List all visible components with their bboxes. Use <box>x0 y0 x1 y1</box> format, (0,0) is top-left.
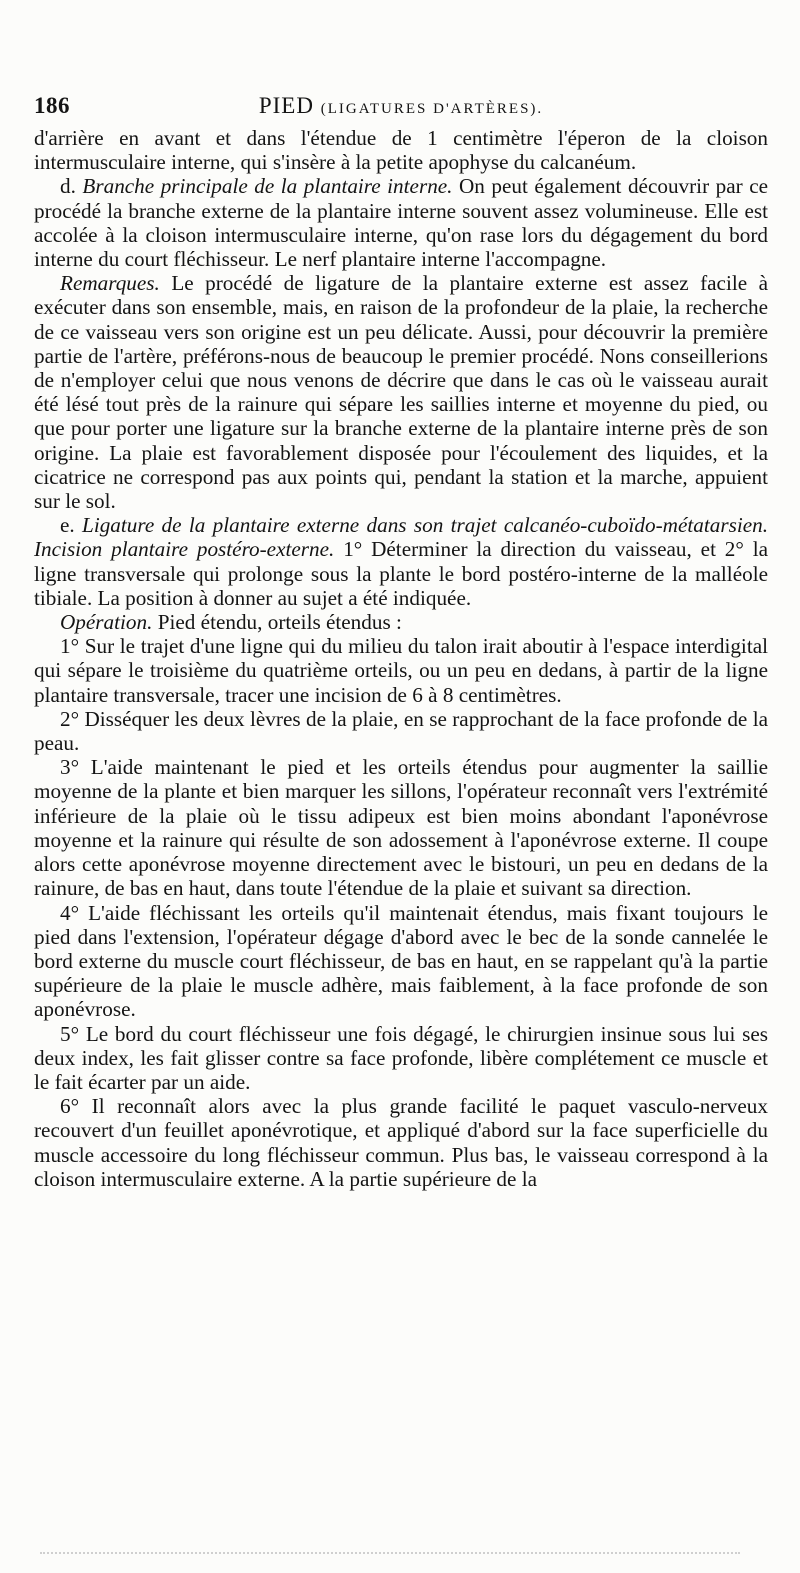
paragraph-branche-principale <box>34 174 768 271</box>
section-text-ligature-externe: 1° Déterminer la direction du vaisseau, et 2° la ligne transversale qui prolonge sous la plante le bord postéro-interne de la malléole tibiale. La position à donner au sujet a été indiquée. <box>34 537 769 610</box>
section-title-remarques: Remarques. <box>60 271 160 296</box>
paragraph-continuation: d'arrière en avant et dans l'étendue de 1 centimètre l'éperon de la cloison intermusculaire interne, qui s'insère à la petite apophyse du calcanéum. <box>34 126 768 175</box>
paragraph-operation <box>34 610 768 634</box>
paragraph-remarques <box>34 271 768 513</box>
section-title-branche-principale: Branche principale de la plantaire interne. <box>82 174 453 199</box>
page-number: 186 <box>34 93 70 118</box>
bottom-scan-artifact <box>40 1552 740 1556</box>
section-text-remarques: Le procédé de ligature de la plantaire externe est assez facile à exécuter dans son ensemble, mais, en raison de la profondeur de la plaie, la recherche de ce vaisseau vers son origine est un peu délicate. Aussi, pour découvrir la première partie de l'artère, préférons-nous de beaucoup le premier procédé. Nons conseillerions de n'employer celui que nous venons de décrire que dans le cas où le vaisseau aurait été lésé tout près de la rainure qui sépare les saillies interne et moyenne du pied, ou que pour porter une ligature sur la branche externe de la plantaire interne près de son origine. La plaie est favorablement disposée pour l'écoulement des liquides, et la cicatrice ne correspond pas aux points qui, pendant la station et la marche, appuient sur le sol. <box>34 271 768 514</box>
section-letter-d: d. <box>60 174 76 199</box>
step-3: 3° L'aide maintenant le pied et les orteils étendus pour augmenter la saillie moyenne de la plante et bien marquer les sillons, l'opérateur reconnaît vers l'extrémité inférieure de la plaie où le tissu adipeux est bien moins abondant l'aponévrose moyenne et la rainure qui résulte de son adossement à l'aponévrose externe. Il coupe alors cette aponévrose moyenne directement avec le bistouri, un peu en dedans de la rainure, de bas en haut, dans toute l'étendue de la plaie et suivant sa direction. <box>34 755 768 901</box>
step-1: 1° Sur le trajet d'une ligne qui du milieu du talon irait aboutir à l'espace interdigital qui sépare le troisième du quatrième orteils, ou un peu en dedans, à partir de la ligne plantaire transversale, tracer une incision de 6 à 8 centimètres. <box>34 634 768 707</box>
running-title-sub: (LIGATURES D'ARTÈRES). <box>320 101 544 117</box>
section-text-operation: Pied étendu, orteils étendus : <box>157 610 402 635</box>
section-text-branche-principale: On peut également découvrir par ce procédé la branche externe de la plantaire interne souvent assez volumineuse. Elle est accolée à la cloison intermusculaire interne, qu'on rase lors du dégagement du bord interne du court fléchisseur. Le nerf plantaire interne l'accompagne. <box>34 174 768 272</box>
running-title <box>34 93 768 119</box>
step-6: 6° Il reconnaît alors avec la plus grande facilité le paquet vasculo-nerveux recouvert d'un feuillet aponévrotique, et appliqué d'abord sur la face superficielle du muscle accessoire du long fléchisseur commun. Plus bas, le vaisseau correspond à la cloison intermusculaire externe. A la partie supérieure de la <box>34 1094 768 1191</box>
section-letter-e: e. <box>60 513 75 538</box>
page-body <box>34 126 768 1191</box>
step-4: 4° L'aide fléchissant les orteils qu'il maintenait étendus, mais fixant toujours le pied dans l'extension, l'opérateur dégage d'abord avec le bec de la sonde cannelée le bord externe du muscle court fléchisseur, de bas en haut, en se rappelant qu'à la partie supérieure de la plaie le muscle adhère, mais faiblement, à la face profonde de son aponévrose. <box>34 900 768 1022</box>
paragraph-ligature-externe <box>34 513 768 610</box>
section-title-operation: Opération. <box>60 610 153 635</box>
step-2: 2° Disséquer les deux lèvres de la plaie, en se rapprochant de la face profonde de la peau. <box>34 706 768 756</box>
step-5: 5° Le bord du court fléchisseur une fois dégagé, le chirurgien insinue sous lui ses deux index, les fait glisser contre sa face profonde, libère complétement ce muscle et le fait écarter par un aide. <box>34 1021 768 1094</box>
page-header <box>34 93 768 125</box>
section-title-ligature-externe: Ligature de la plantaire externe dans son trajet calcanéo-cuboïdo-métatarsien. Incision plantaire postéro-externe. <box>34 513 769 562</box>
running-title-main: PIED <box>258 93 314 118</box>
